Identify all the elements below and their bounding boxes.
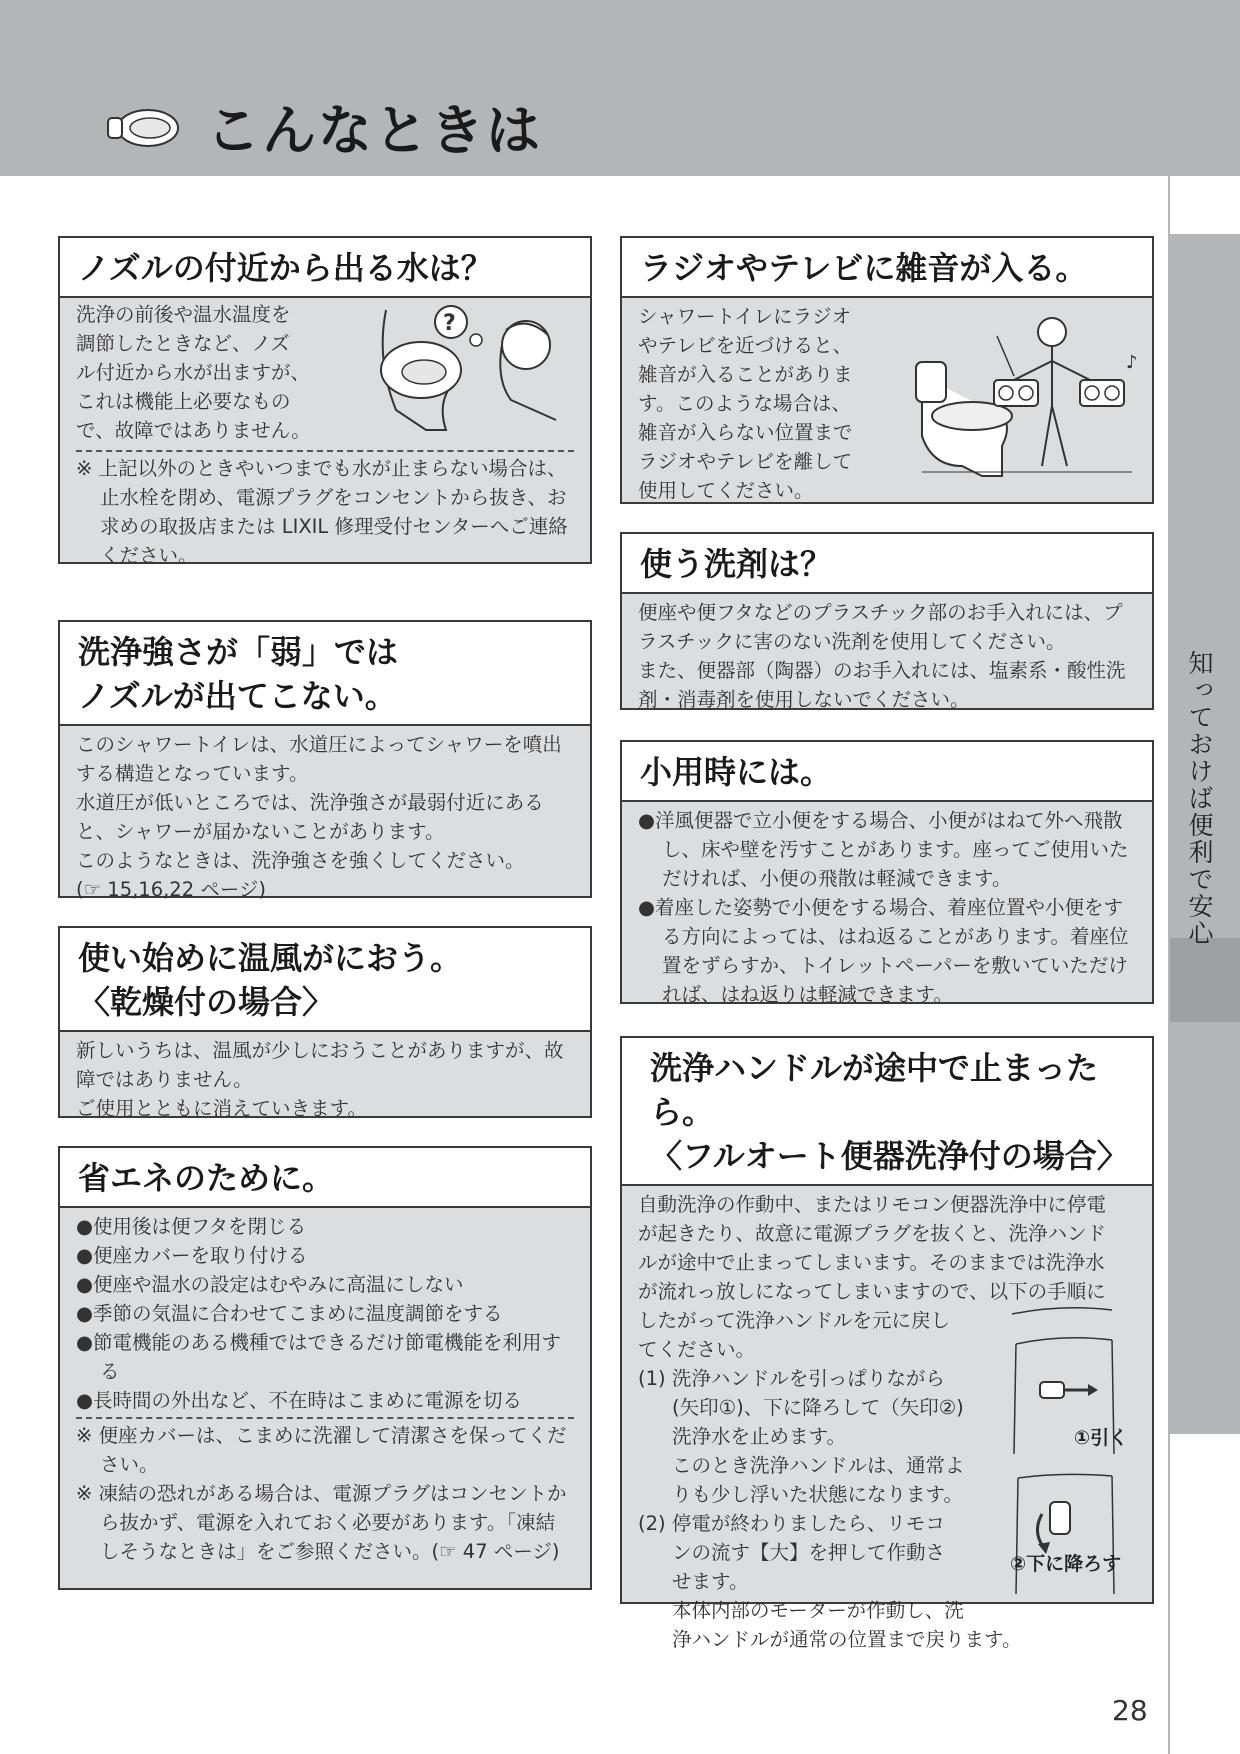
handle-intro-line: が起きたり、故意に電源プラグを抜くと、洗浄ハンド	[638, 1222, 1107, 1245]
page-title: こんなときは	[206, 99, 542, 162]
radio-tv-line: 雑音が入らない位置まで	[638, 421, 853, 444]
detergent-line: 便座や便フタなどのプラスチック部のお手入れには、プラスチックに害のない洗剤を使用してください。	[638, 601, 1123, 653]
handle-step1-line: 洗浄水を止めます。	[672, 1425, 846, 1448]
nozzle-water-line: ル付近から水が出ますが、	[76, 361, 311, 384]
handle-step2-line: (2) 停電が終わりましたら、リモコ	[638, 1512, 945, 1535]
energy-item: ●使用後は便フタを閉じる	[76, 1215, 307, 1238]
handle-step1-line: このとき洗浄ハンドルは、通常よ	[672, 1454, 965, 1477]
handle-title-line1: 洗浄ハンドルが途中で止まったら。	[650, 1049, 1099, 1131]
nozzle-water-line: で、故障ではありません。	[76, 419, 311, 442]
toilet-water-illustration	[366, 300, 566, 440]
energy-item: ●季節の気温に合わせてこまめに温度調節をする	[76, 1302, 503, 1325]
radio-tv-line: やテレビを近づけると、	[638, 334, 853, 357]
warm-air-line: ご使用とともに消えていきます。	[76, 1097, 367, 1120]
handle-step2-line: ンの流す【大】を押して作動さ	[672, 1541, 946, 1564]
energy-note: ※ 便座カバーは、こまめに洗濯して清潔さを保ってください。	[76, 1424, 567, 1476]
energy-item: ●便座カバーを取り付ける	[76, 1244, 308, 1267]
handle-intro-line: 自動洗浄の作動中、またはリモコン便器洗浄中に停電	[638, 1193, 1107, 1216]
page-number: 28	[1112, 1694, 1148, 1727]
handle-intro-line: が流れっ放しになってしまいますので、以下の手順に	[638, 1280, 1106, 1303]
nozzle-water-box	[58, 236, 592, 567]
weak-wash-title-line2: ノズルが出てこない。	[78, 677, 397, 715]
handle-intro-line: ルが途中で止まってしまいます。そのままでは洗浄水	[638, 1251, 1105, 1274]
weak-wash-line: 水道圧が低いところでは、洗浄強さが最弱付近にあると、シャワーが届かないことがあります。	[76, 791, 544, 843]
energy-title: 省エネのために。	[60, 1148, 590, 1208]
svg-text:♪: ♪	[1126, 352, 1138, 373]
warm-air-line: 新しいうちは、温風が少しにおうことがありますが、故障ではありません。	[76, 1039, 564, 1091]
energy-note: ※ 凍結の恐れがある場合は、電源プラグはコンセントから抜かず、電源を入れておく必要があります。「凍結しそうなときは」をご参照ください。(☞ 47 ページ)	[76, 1482, 567, 1563]
toilet-seat-icon	[104, 104, 184, 152]
nozzle-water-line: 洗浄の前後や温水温度を	[76, 303, 291, 326]
handle-step1-line: (矢印①)、下に降ろして（矢印②)	[672, 1396, 964, 1419]
handle-step1-line: (1) 洗浄ハンドルを引っぱりながら	[638, 1367, 945, 1390]
urination-title: 小用時には。	[622, 742, 1152, 802]
handle-intro-line: てください。	[638, 1338, 756, 1361]
handle-box	[620, 1036, 1154, 1651]
weak-wash-box	[58, 620, 592, 901]
weak-wash-line: このようなときは、洗浄強さを強くしてください。	[76, 849, 525, 872]
weak-wash-line: このシャワートイレは、水道圧によってシャワーを噴出する構造となっています。	[76, 733, 562, 785]
energy-item: ●長時間の外出など、不在時はこまめに電源を切る	[76, 1389, 523, 1412]
radio-tv-box	[620, 236, 1154, 504]
handle-step2-line: 本体内部のモーターが作動し、洗	[672, 1599, 964, 1622]
energy-box	[58, 1146, 592, 1590]
handle-step2-line: せます。	[672, 1570, 749, 1593]
radio-tv-line: 使用してください。	[638, 479, 814, 502]
detergent-line: また、便器部（陶器）のお手入れには、塩素系・酸性洗剤・消毒剤を使用しないでください。	[638, 659, 1126, 711]
warm-air-box	[58, 926, 592, 1118]
handle-step1-line: りも少し浮いた状態になります。	[672, 1483, 963, 1506]
svg-text:?: ?	[443, 311, 456, 336]
urination-item: ●着座した姿勢で小便をする場合、着座位置や小便をする方向によっては、はね返ることがあります。着座位置をずらすか、トイレットペーパーを敷いていただければ、はね返りは軽減できます。	[638, 896, 1129, 1006]
weak-wash-title-line1: 洗浄強さが「弱」では	[78, 633, 399, 671]
warm-air-title-line2: 〈乾燥付の場合〉	[78, 983, 335, 1021]
weak-wash-line: (☞ 15,16,22 ページ)	[76, 878, 267, 901]
handle-intro-line: したがって洗浄ハンドルを元に戻し	[638, 1309, 951, 1332]
detergent-title: 使う洗剤は？	[622, 534, 1152, 594]
radio-tv-line: シャワートイレにラジオ	[638, 305, 852, 328]
warm-air-title-line1: 使い始めに温風がにおう。	[78, 939, 463, 977]
energy-item: ●節電機能のある機種ではできるだけ節電機能を利用する	[76, 1331, 562, 1383]
radio-tv-line: 雑音が入ることがありま	[638, 363, 853, 386]
nozzle-water-line: これは機能上必要なもの	[76, 390, 291, 413]
urination-box	[620, 740, 1154, 1004]
header-band	[0, 0, 1240, 176]
urination-item: ●洋風便器で立小便をする場合、小便がはねて外へ飛散し、床や壁を汚すことがあります。座ってご使用いただければ、小便の飛散は軽減できます。	[638, 809, 1129, 890]
radio-near-toilet-illustration	[902, 306, 1142, 486]
pull-label: ①引く	[1074, 1427, 1129, 1449]
handle-step2-line: 浄ハンドルが通常の位置まで戻ります。	[672, 1628, 1022, 1651]
radio-tv-line: ラジオやテレビを離して	[638, 450, 853, 473]
radio-tv-title: ラジオやテレビに雑音が入る。	[622, 238, 1152, 298]
detergent-box	[620, 532, 1154, 710]
side-tab-label: 知っておけば便利で安心	[1185, 650, 1214, 947]
nozzle-water-line: 調節したときなど、ノズ	[76, 332, 290, 355]
nozzle-water-title: ノズルの付近から出る水は？	[60, 238, 590, 298]
lower-label: ②下に降ろす	[1010, 1553, 1122, 1575]
nozzle-water-note: ※ 上記以外のときやいつまでも水が止まらない場合は、止水栓を閉め、電源プラグをコンセントから抜き、お求めの取扱店または LIXIL 修理受付センターへご連絡ください。	[76, 450, 574, 570]
energy-item: ●便座や温水の設定はむやみに高温にしない	[76, 1273, 464, 1296]
handle-title-line2: 〈フルオート便器洗浄付の場合〉	[650, 1137, 1129, 1175]
side-tab-marker	[1170, 938, 1240, 1022]
radio-tv-line: す。このような場合は、	[638, 392, 851, 415]
